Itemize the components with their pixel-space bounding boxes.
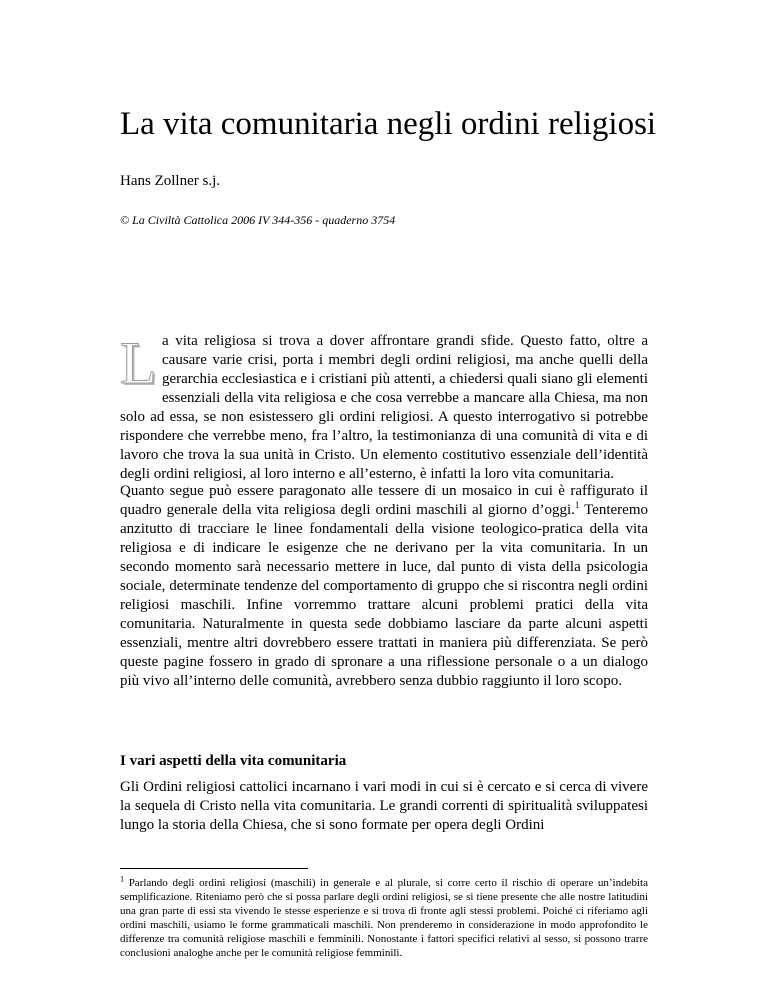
footnote-text: Parlando degli ordini religiosi (maschili) in generale e al plurale, si corre certo il rischio di operare un’indebita semplificazione. Riteniamo però che si possa parlare degli ordini religiosi, se si tiene presente che alle nostre latitudini una gran parte di essi sta vivendo le stesse esperienze e si trova di fronte agli stessi problemi. Poiché ci riferiamo agli ordini maschili, usiamo le forme grammaticali maschili. Non prenderemo in considerazione in modo approfondito le differenze tra comunità religiose maschili e femminili. Nonostante i fattori specifici relativi al sesso, si possono trarre conclusioni analoghe anche per le comunità religiose femminili.: [120, 877, 648, 959]
paragraph-mosaic: [120, 482, 648, 691]
footnote-divider: [120, 868, 308, 869]
paragraph-intro-text: a vita religiosa si trova a dover affrontare grandi sfide. Questo fatto, oltre a causare varie crisi, porta i membri degli ordini religiosi, ma anche quelli della gerarchia ecclesiastica e i cristiani più attenti, a chiedersi quali siano gli elementi essenziali della vita religiosa e che cosa verrebbe a mancare alla Chiesa, ma non solo ad essa, se non esistessero gli ordini religiosi. A questo interrogativo si potrebbe rispondere che verrebbe meno, fra l’altro, la testimonianza di una comunità di vita e di lavoro che trova la sua unità in Cristo. Un elemento costitutivo essenziale dell’identità degli ordini religiosi, al loro interno e all’esterno, è infatti la loro vita comunitaria.: [120, 333, 648, 482]
paragraph-mosaic-text-start: Quanto segue può essere paragonato alle tessere di un mosaico in cui è raffigurato il quadro generale della vita religiosa degli ordini maschili al giorno d’oggi.: [120, 483, 648, 518]
source-citation: © La Civiltà Cattolica 2006 IV 344-356 - quaderno 3754: [120, 213, 396, 227]
paragraph-mosaic-text-end: Tenteremo anzitutto di tracciare le linee fondamentali della visione teologico-pratica della vita religiosa e di indicare le esigenze che ne derivano per la vita comunitaria. In un secondo momento sarà necessario mettere in luce, dal punto di vista della psicologia sociale, determinate tendenze del comportamento di gruppo che si riscontra negli ordini religiosi maschili. Infine vorremmo trattare alcuni problemi pratici della vita comunitaria. Naturalmente in questa sede dobbiamo lasciare da parte alcuni aspetti essenziali, mentre altri dovrebbero essere trattati in maniera più differenziata. Se però queste pagine fossero in grado di spronare a una riflessione personale o a un dialogo più vivo all’interno delle comunità, avrebbero senza dubbio raggiunto il loro scopo.: [120, 502, 648, 689]
footnote-number: 1: [120, 874, 124, 884]
author-name: Hans Zollner s.j.: [120, 173, 220, 189]
paragraph-orders: Gli Ordini religiosi cattolici incarnano i vari modi in cui si è cercato e si cerca di vivere la sequela di Cristo nella vita comunitaria. Le grandi correnti di spiritualità sviluppatesi lungo la storia della Chiesa, che si sono formate per opera degli Ordini: [120, 779, 648, 833]
drop-cap-letter: L: [120, 330, 157, 396]
section-heading: I vari aspetti della vita comunitaria: [120, 753, 347, 769]
footnote: [120, 876, 648, 960]
document-title: La vita comunitaria negli ordini religiosi: [120, 106, 657, 143]
paragraph-intro: [120, 332, 648, 484]
footnote-reference[interactable]: 1: [574, 500, 580, 510]
